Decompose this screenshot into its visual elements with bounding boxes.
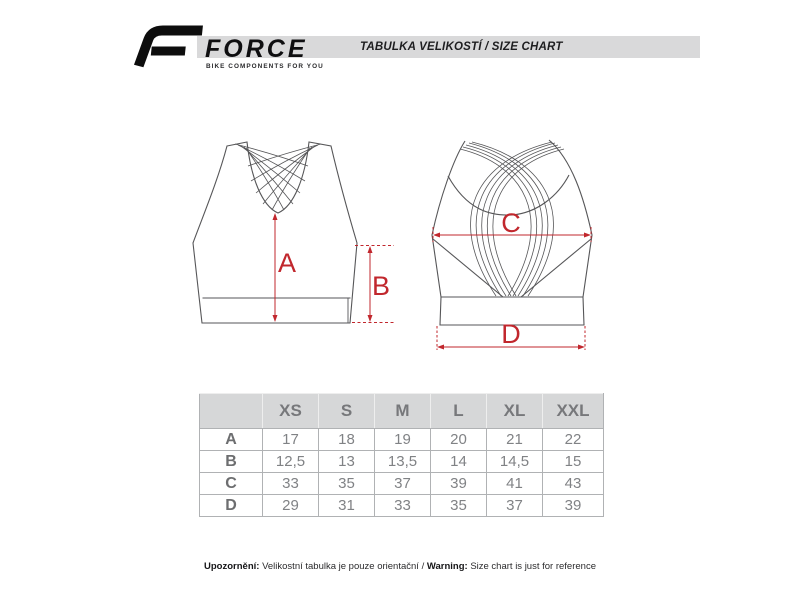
dimension-label-b: B xyxy=(371,271,391,301)
cell-b-s: 13 xyxy=(319,451,375,473)
front-cross-straps xyxy=(235,144,321,210)
cell-c-l: 39 xyxy=(431,473,487,495)
dimension-label-c: C xyxy=(501,208,521,238)
cell-c-xs: 33 xyxy=(263,473,319,495)
cell-b-xl: 14,5 xyxy=(487,451,543,473)
dimension-label-a: A xyxy=(277,248,297,278)
cell-b-m: 13,5 xyxy=(375,451,431,473)
table-row-a xyxy=(200,429,604,451)
size-column-xxl: XXL xyxy=(543,394,604,429)
cell-b-l: 14 xyxy=(431,451,487,473)
front-view-drawing xyxy=(188,138,398,333)
table-row-b xyxy=(200,451,604,473)
size-column-m: M xyxy=(375,394,431,429)
size-column-xs: XS xyxy=(263,394,319,429)
footer-separator: / xyxy=(421,561,425,572)
footer-text-en: Size chart is just for reference xyxy=(470,561,596,572)
cell-d-xs: 29 xyxy=(263,495,319,517)
dimension-arrow-a xyxy=(273,213,278,322)
page-title: TABULKA VELIKOSTÍ / SIZE CHART xyxy=(360,41,563,53)
cell-d-m: 33 xyxy=(375,495,431,517)
cell-a-xl: 21 xyxy=(487,429,543,451)
cell-c-xxl: 43 xyxy=(543,473,604,495)
cell-d-xl: 37 xyxy=(487,495,543,517)
size-column-s: S xyxy=(319,394,375,429)
brand-tagline: BIKE COMPONENTS FOR YOU xyxy=(206,63,324,70)
cell-b-xxl: 15 xyxy=(543,451,604,473)
row-label-a: A xyxy=(200,429,263,451)
cell-a-m: 19 xyxy=(375,429,431,451)
cell-a-xs: 17 xyxy=(263,429,319,451)
row-label-c: C xyxy=(200,473,263,495)
size-table-corner-cell xyxy=(200,394,263,429)
size-table xyxy=(199,393,604,517)
footer-label-cs: Upozornění: xyxy=(204,561,260,572)
footer-label-en: Warning: xyxy=(426,561,468,572)
cell-c-xl: 41 xyxy=(487,473,543,495)
table-row-d xyxy=(200,495,604,517)
cell-d-xxl: 39 xyxy=(543,495,604,517)
footer-text-cs: Velikostní tabulka je pouze orientační xyxy=(262,561,419,572)
size-table-header-row xyxy=(200,394,604,429)
back-view-drawing xyxy=(422,136,602,358)
cell-a-xxl: 22 xyxy=(543,429,604,451)
brand-name: FORCE xyxy=(205,35,308,63)
size-column-xl: XL xyxy=(487,394,543,429)
cell-d-l: 35 xyxy=(431,495,487,517)
row-label-d: D xyxy=(200,495,263,517)
force-logo-icon xyxy=(127,25,207,71)
cell-a-s: 18 xyxy=(319,429,375,451)
cell-d-s: 31 xyxy=(319,495,375,517)
row-label-b: B xyxy=(200,451,263,473)
cell-c-m: 37 xyxy=(375,473,431,495)
cell-a-l: 20 xyxy=(431,429,487,451)
footer-note xyxy=(0,561,800,572)
table-row-c xyxy=(200,473,604,495)
size-column-l: L xyxy=(431,394,487,429)
dimension-label-d: D xyxy=(501,319,521,349)
cell-c-s: 35 xyxy=(319,473,375,495)
cell-b-xs: 12,5 xyxy=(263,451,319,473)
